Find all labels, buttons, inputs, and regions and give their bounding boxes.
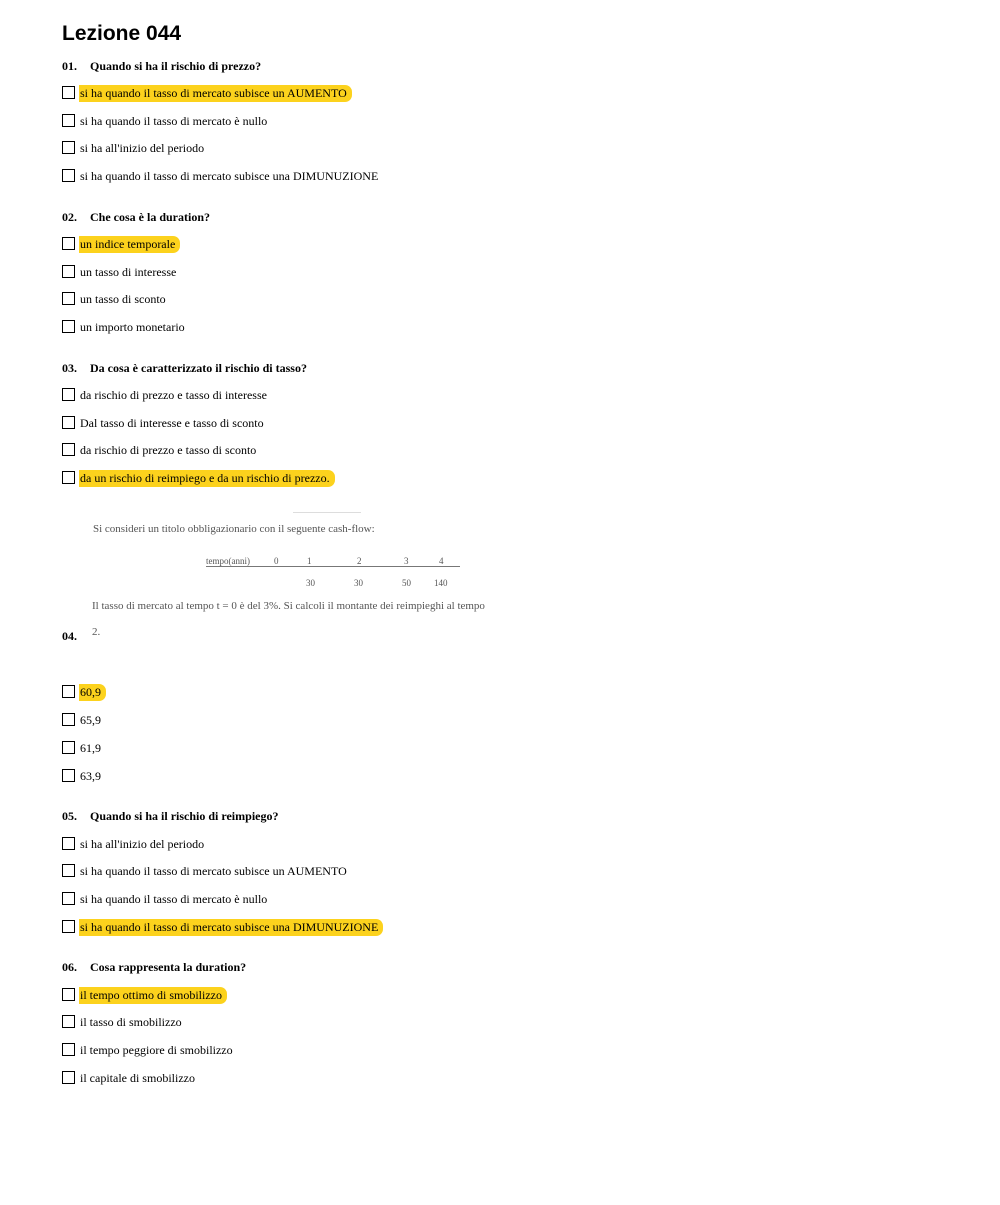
option-label: 63,9 bbox=[80, 769, 101, 783]
cashflow-amount: 30 bbox=[306, 578, 315, 588]
cashflow-amount: 140 bbox=[434, 578, 448, 588]
option-label: si ha all'inizio del periodo bbox=[80, 141, 205, 155]
question-05-title bbox=[62, 809, 278, 824]
question-text: Quando si ha il rischio di prezzo? bbox=[90, 59, 262, 73]
question-number: 06. bbox=[62, 960, 77, 974]
option-label: da rischio di prezzo e tasso di interesse bbox=[80, 388, 267, 402]
question-number: 04. bbox=[62, 629, 77, 643]
cashflow-time: 4 bbox=[439, 556, 444, 566]
cashflow-time: 2 bbox=[357, 556, 362, 566]
checkbox[interactable] bbox=[62, 471, 75, 484]
question-number: 03. bbox=[62, 361, 77, 375]
page-title: Lezione 044 bbox=[62, 22, 182, 45]
option-label: il capitale di smobilizzo bbox=[80, 1071, 195, 1085]
option-label: si ha quando il tasso di mercato è nullo bbox=[80, 114, 268, 128]
question-number: 02. bbox=[62, 210, 77, 224]
checkbox[interactable] bbox=[62, 86, 75, 99]
question-01-title bbox=[62, 59, 261, 74]
option-label: 60,9 bbox=[79, 684, 106, 701]
option-label: si ha quando il tasso di mercato subisce una DIMUNUZIONE bbox=[80, 169, 379, 183]
question-04-line-3: 2. bbox=[92, 626, 101, 638]
option-label: un indice temporale bbox=[79, 236, 180, 253]
checkbox[interactable] bbox=[62, 237, 75, 250]
option-label: da rischio di prezzo e tasso di sconto bbox=[80, 443, 257, 457]
option-label: un tasso di sconto bbox=[80, 292, 166, 306]
cashflow-amount: 30 bbox=[354, 578, 363, 588]
checkbox[interactable] bbox=[62, 265, 75, 278]
option-label: il tempo ottimo di smobilizzo bbox=[79, 987, 227, 1004]
checkbox[interactable] bbox=[62, 292, 75, 305]
cashflow-label: tempo(anni) bbox=[206, 556, 250, 566]
option-label: 65,9 bbox=[80, 713, 101, 727]
question-text: Che cosa è la duration? bbox=[90, 210, 210, 224]
option-label: il tempo peggiore di smobilizzo bbox=[80, 1043, 233, 1057]
checkbox[interactable] bbox=[62, 892, 75, 905]
checkbox[interactable] bbox=[62, 920, 75, 933]
checkbox[interactable] bbox=[62, 685, 75, 698]
cashflow-amount: 50 bbox=[402, 578, 411, 588]
question-number: 05. bbox=[62, 809, 77, 823]
question-04-line-2: Il tasso di mercato al tempo t = 0 è del 3%. Si calcoli il montante dei reimpieghi al tempo bbox=[92, 600, 485, 612]
question-text: Da cosa è caratterizzato il rischio di tasso? bbox=[90, 361, 307, 375]
option-label: si ha quando il tasso di mercato subisce una DIMUNUZIONE bbox=[79, 919, 383, 936]
question-04-line-1: Si consideri un titolo obbligazionario con il seguente cash-flow: bbox=[93, 523, 375, 535]
option-label: il tasso di smobilizzo bbox=[80, 1015, 182, 1029]
option-label: un tasso di interesse bbox=[80, 265, 177, 279]
cashflow-time: 3 bbox=[404, 556, 409, 566]
cashflow-rule bbox=[206, 566, 460, 567]
question-text: Quando si ha il rischio di reimpiego? bbox=[90, 809, 279, 823]
question-02-title bbox=[62, 210, 210, 225]
checkbox[interactable] bbox=[62, 1015, 75, 1028]
question-text: Cosa rappresenta la duration? bbox=[90, 960, 247, 974]
checkbox[interactable] bbox=[62, 1043, 75, 1056]
checkbox[interactable] bbox=[62, 864, 75, 877]
checkbox[interactable] bbox=[62, 388, 75, 401]
checkbox[interactable] bbox=[62, 1071, 75, 1084]
checkbox[interactable] bbox=[62, 741, 75, 754]
question-04-image bbox=[88, 508, 568, 642]
option-label: un importo monetario bbox=[80, 320, 185, 334]
option-label: Dal tasso di interesse e tasso di sconto bbox=[80, 416, 264, 430]
divider bbox=[293, 512, 361, 513]
checkbox[interactable] bbox=[62, 443, 75, 456]
option-label: si ha all'inizio del periodo bbox=[80, 837, 205, 851]
checkbox[interactable] bbox=[62, 169, 75, 182]
question-03-title bbox=[62, 361, 307, 376]
cashflow-time: 1 bbox=[307, 556, 312, 566]
checkbox[interactable] bbox=[62, 769, 75, 782]
option-label: si ha quando il tasso di mercato subisce un AUMENTO bbox=[80, 864, 347, 878]
option-label: da un rischio di reimpiego e da un rischio di prezzo. bbox=[79, 470, 335, 487]
option-label: 61,9 bbox=[80, 741, 101, 755]
option-label: si ha quando il tasso di mercato subisce un AUMENTO bbox=[79, 85, 352, 102]
checkbox[interactable] bbox=[62, 988, 75, 1001]
cashflow-time: 0 bbox=[274, 556, 279, 566]
question-number: 01. bbox=[62, 59, 77, 73]
question-04-title bbox=[62, 629, 87, 644]
checkbox[interactable] bbox=[62, 320, 75, 333]
checkbox[interactable] bbox=[62, 713, 75, 726]
checkbox[interactable] bbox=[62, 837, 75, 850]
option-label: si ha quando il tasso di mercato è nullo bbox=[80, 892, 268, 906]
checkbox[interactable] bbox=[62, 114, 75, 127]
checkbox[interactable] bbox=[62, 416, 75, 429]
question-06-title bbox=[62, 960, 246, 975]
checkbox[interactable] bbox=[62, 141, 75, 154]
